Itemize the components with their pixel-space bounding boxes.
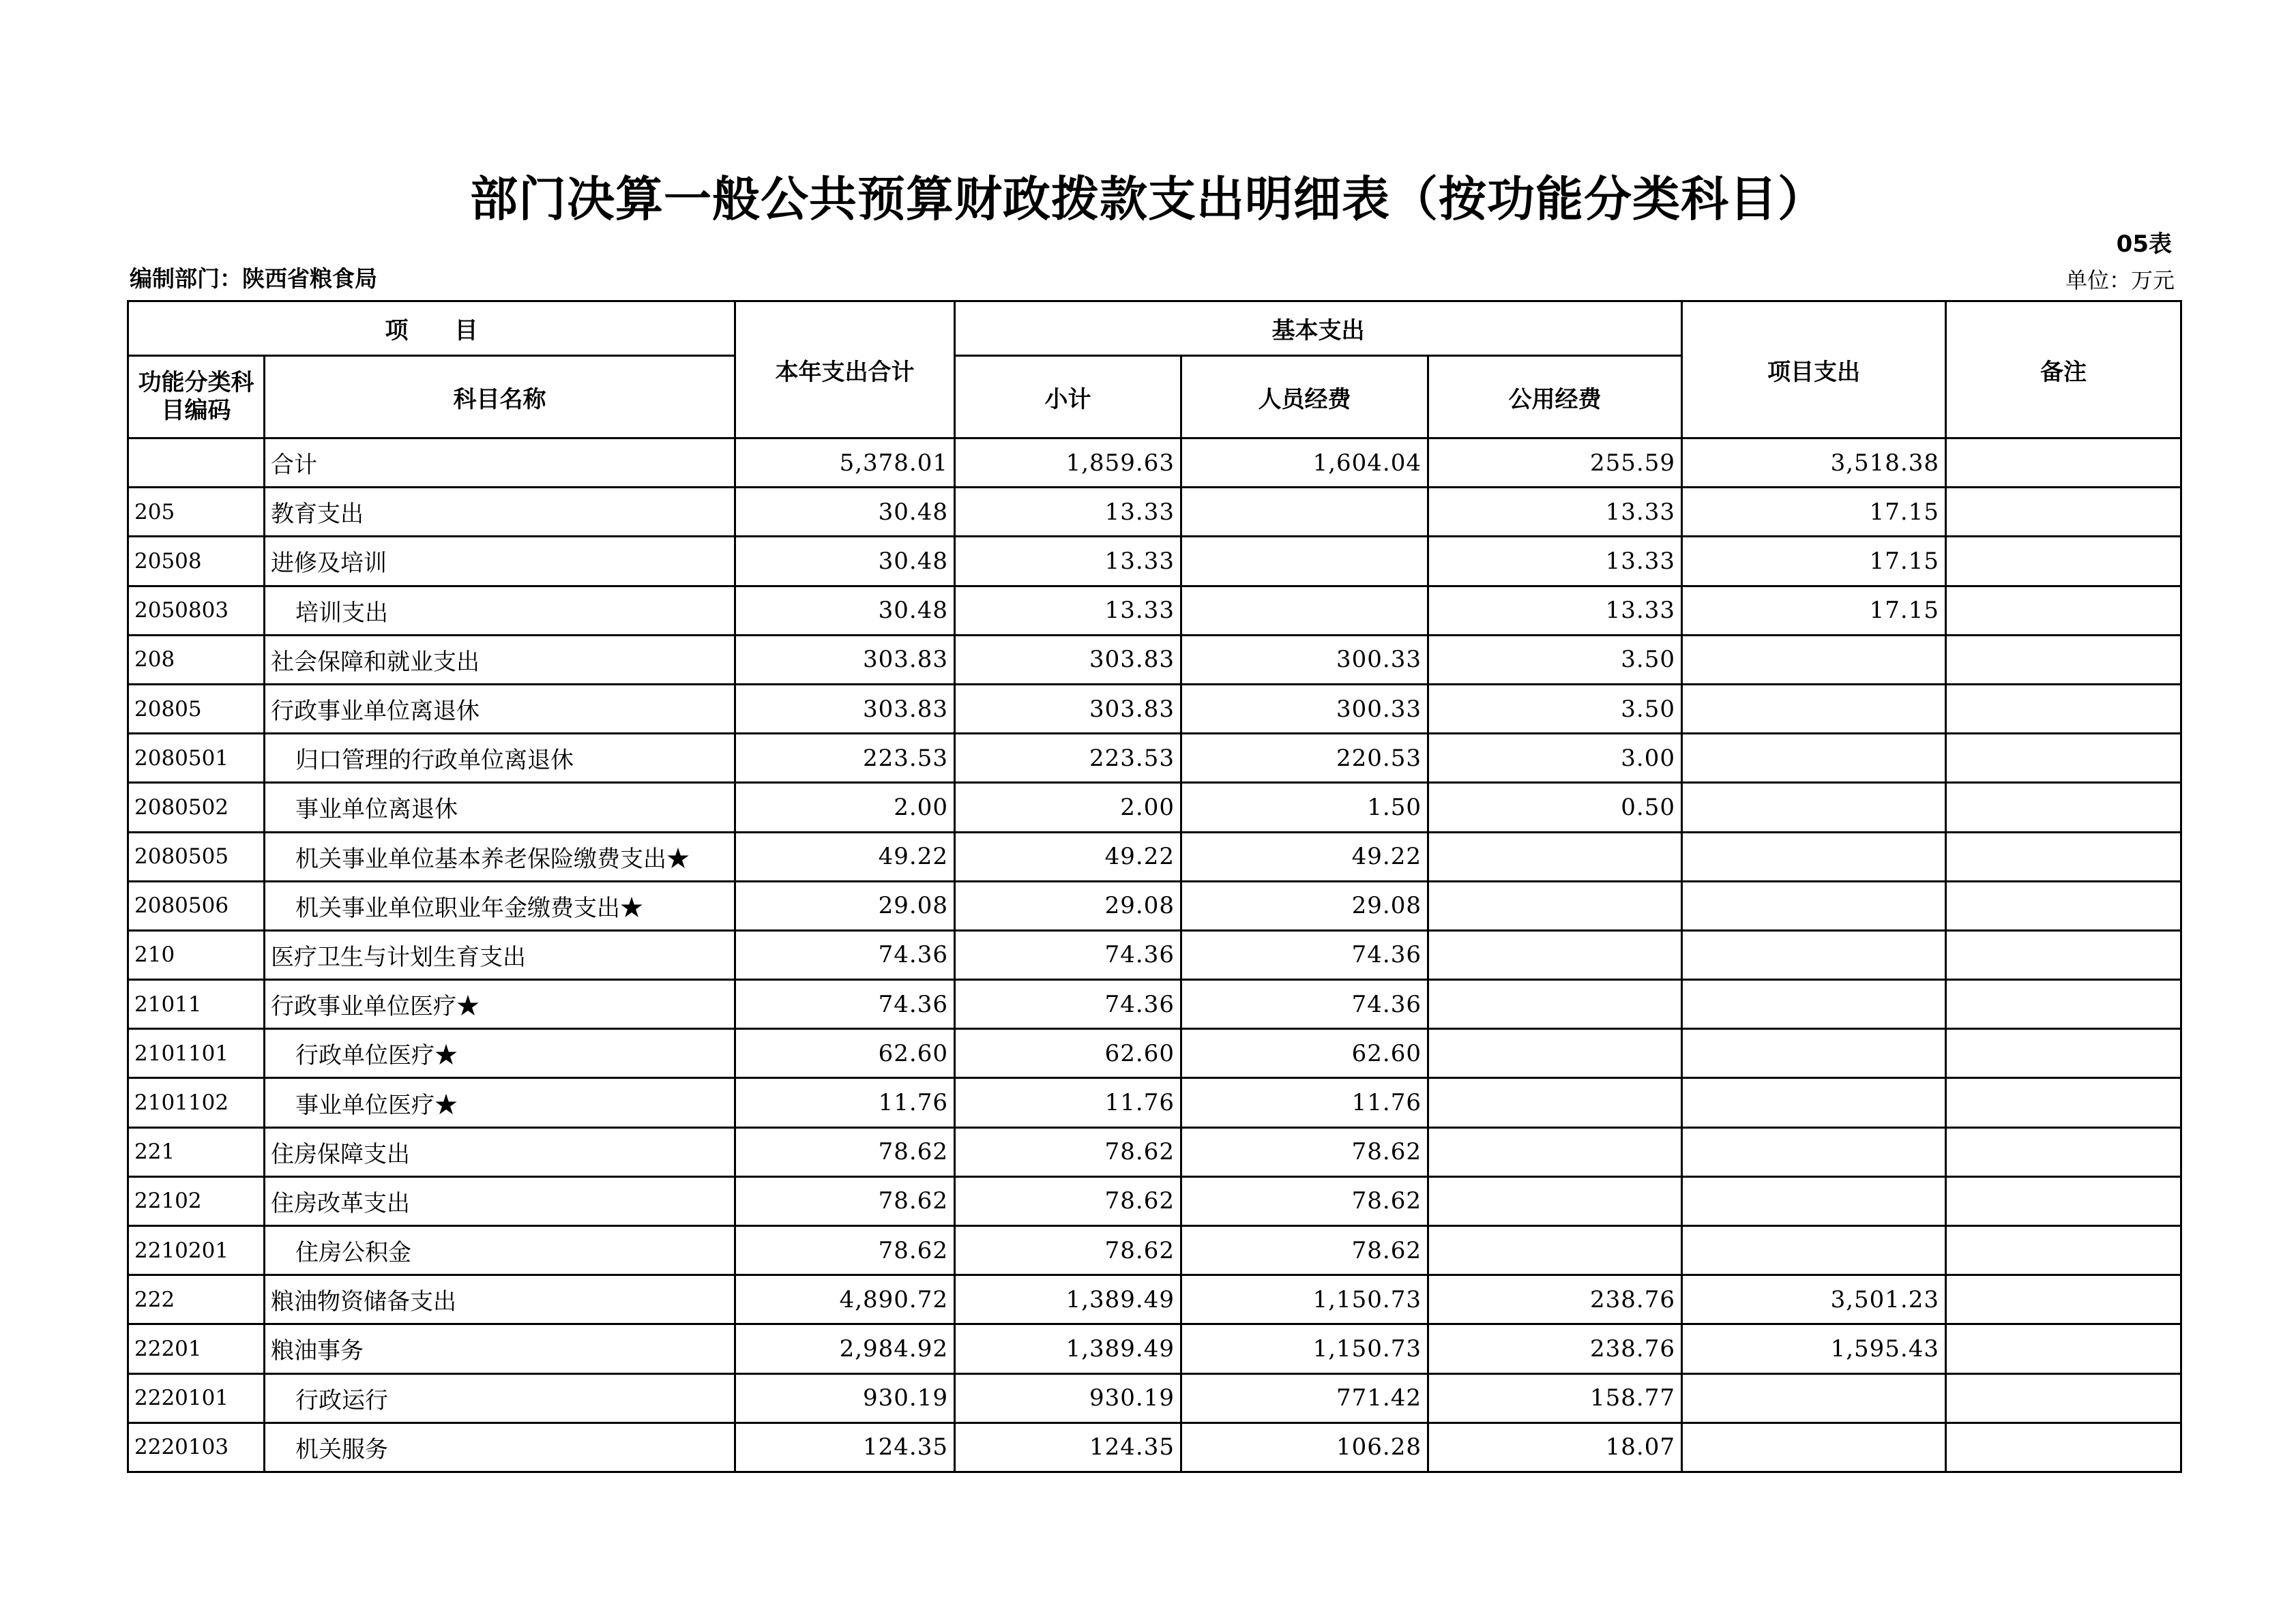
cell-name: 进修及培训	[265, 537, 735, 586]
cell-subtotal: 78.62	[955, 1226, 1181, 1275]
cell-name: 行政事业单位离退休	[265, 684, 735, 733]
cell-total: 303.83	[735, 635, 955, 684]
header-subtotal: 小计	[955, 356, 1181, 438]
cell-public: 13.33	[1428, 586, 1682, 635]
page-title: 部门决算一般公共预算财政拨款支出明细表（按功能分类科目）	[470, 171, 1826, 227]
table-row	[128, 488, 2181, 537]
cell-project: 1,595.43	[1682, 1324, 1946, 1373]
cell-public: 3.50	[1428, 635, 1682, 684]
cell-code: 20508	[128, 537, 265, 586]
cell-name: 培训支出	[265, 586, 735, 635]
cell-total: 30.48	[735, 537, 955, 586]
cell-code: 22102	[128, 1176, 265, 1225]
table-row	[128, 684, 2181, 733]
cell-public	[1428, 980, 1682, 1029]
cell-public	[1428, 1127, 1682, 1176]
cell-remark	[1946, 1176, 2181, 1225]
cell-project	[1682, 783, 1946, 832]
header-personnel: 人员经费	[1181, 356, 1428, 438]
cell-personnel: 1,150.73	[1181, 1275, 1428, 1324]
cell-total: 11.76	[735, 1078, 955, 1127]
cell-remark	[1946, 684, 2181, 733]
cell-public	[1428, 832, 1682, 881]
cell-name: 行政事业单位医疗★	[265, 980, 735, 1029]
cell-name: 机关事业单位基本养老保险缴费支出★	[265, 832, 735, 881]
cell-total: 30.48	[735, 586, 955, 635]
table-row	[128, 635, 2181, 684]
cell-public	[1428, 1078, 1682, 1127]
cell-total: 5,378.01	[735, 438, 955, 488]
cell-subtotal: 2.00	[955, 783, 1181, 832]
cell-remark	[1946, 783, 2181, 832]
cell-subtotal: 29.08	[955, 881, 1181, 930]
cell-code: 20805	[128, 684, 265, 733]
cell-remark	[1946, 881, 2181, 930]
cell-total: 78.62	[735, 1226, 955, 1275]
cell-name: 粮油事务	[265, 1324, 735, 1373]
cell-total: 78.62	[735, 1127, 955, 1176]
cell-public: 238.76	[1428, 1275, 1682, 1324]
header-remark: 备注	[1946, 301, 2181, 438]
cell-code: 2220101	[128, 1373, 265, 1423]
cell-remark	[1946, 586, 2181, 635]
cell-personnel	[1181, 488, 1428, 537]
cell-public: 3.00	[1428, 734, 1682, 783]
cell-code: 2220103	[128, 1423, 265, 1472]
cell-remark	[1946, 1324, 2181, 1373]
cell-code: 210	[128, 930, 265, 979]
table-row	[128, 1373, 2181, 1423]
table-row	[128, 1423, 2181, 1472]
cell-total: 29.08	[735, 881, 955, 930]
cell-subtotal: 78.62	[955, 1127, 1181, 1176]
cell-public: 3.50	[1428, 684, 1682, 733]
cell-code: 2080506	[128, 881, 265, 930]
cell-public: 255.59	[1428, 438, 1682, 488]
cell-public: 13.33	[1428, 488, 1682, 537]
cell-project: 3,501.23	[1682, 1275, 1946, 1324]
table-number: 05表	[2116, 230, 2172, 258]
cell-code: 2101101	[128, 1029, 265, 1078]
cell-remark	[1946, 734, 2181, 783]
cell-project	[1682, 1176, 1946, 1225]
cell-personnel: 1,150.73	[1181, 1324, 1428, 1373]
cell-code: 2080502	[128, 783, 265, 832]
cell-personnel: 220.53	[1181, 734, 1428, 783]
cell-project: 3,518.38	[1682, 438, 1946, 488]
cell-total: 4,890.72	[735, 1275, 955, 1324]
cell-code: 222	[128, 1275, 265, 1324]
cell-subtotal: 1,389.49	[955, 1324, 1181, 1373]
cell-project	[1682, 832, 1946, 881]
cell-project	[1682, 1127, 1946, 1176]
cell-total: 74.36	[735, 980, 955, 1029]
header-public: 公用经费	[1428, 356, 1682, 438]
header-total: 本年支出合计	[735, 301, 955, 438]
cell-remark	[1946, 1423, 2181, 1472]
cell-total: 124.35	[735, 1423, 955, 1472]
cell-personnel: 49.22	[1181, 832, 1428, 881]
cell-personnel: 1.50	[1181, 783, 1428, 832]
cell-personnel: 106.28	[1181, 1423, 1428, 1472]
cell-remark	[1946, 832, 2181, 881]
cell-code: 2101102	[128, 1078, 265, 1127]
cell-code: 205	[128, 488, 265, 537]
cell-name: 事业单位离退休	[265, 783, 735, 832]
cell-total: 78.62	[735, 1176, 955, 1225]
cell-total: 2,984.92	[735, 1324, 955, 1373]
cell-subtotal: 13.33	[955, 537, 1181, 586]
cell-remark	[1946, 1078, 2181, 1127]
cell-total: 49.22	[735, 832, 955, 881]
cell-name: 社会保障和就业支出	[265, 635, 735, 684]
cell-name: 归口管理的行政单位离退休	[265, 734, 735, 783]
cell-project	[1682, 1423, 1946, 1472]
cell-remark	[1946, 537, 2181, 586]
cell-code: 2080505	[128, 832, 265, 881]
cell-subtotal: 303.83	[955, 635, 1181, 684]
cell-subtotal: 49.22	[955, 832, 1181, 881]
cell-personnel: 74.36	[1181, 930, 1428, 979]
cell-project: 17.15	[1682, 586, 1946, 635]
cell-remark	[1946, 1275, 2181, 1324]
cell-public: 13.33	[1428, 537, 1682, 586]
cell-project: 17.15	[1682, 488, 1946, 537]
header-code: 功能分类科目编码	[128, 356, 265, 438]
cell-subtotal: 62.60	[955, 1029, 1181, 1078]
cell-subtotal: 74.36	[955, 980, 1181, 1029]
cell-project	[1682, 1078, 1946, 1127]
cell-personnel: 78.62	[1181, 1127, 1428, 1176]
cell-remark	[1946, 438, 2181, 488]
header-project: 项目支出	[1682, 301, 1946, 438]
cell-project	[1682, 635, 1946, 684]
cell-subtotal: 74.36	[955, 930, 1181, 979]
cell-personnel: 74.36	[1181, 980, 1428, 1029]
cell-project	[1682, 1226, 1946, 1275]
cell-code: 21011	[128, 980, 265, 1029]
cell-total: 303.83	[735, 684, 955, 733]
header-basic: 基本支出	[955, 301, 1682, 356]
table-row	[128, 438, 2181, 488]
table-row	[128, 832, 2181, 881]
cell-project	[1682, 734, 1946, 783]
cell-personnel: 1,604.04	[1181, 438, 1428, 488]
cell-public	[1428, 1226, 1682, 1275]
cell-personnel: 771.42	[1181, 1373, 1428, 1423]
cell-remark	[1946, 1373, 2181, 1423]
table-row	[128, 783, 2181, 832]
cell-name: 机关事业单位职业年金缴费支出★	[265, 881, 735, 930]
cell-name: 粮油物资储备支出	[265, 1275, 735, 1324]
cell-public	[1428, 930, 1682, 979]
cell-personnel	[1181, 586, 1428, 635]
cell-public: 18.07	[1428, 1423, 1682, 1472]
cell-personnel: 78.62	[1181, 1176, 1428, 1225]
cell-remark	[1946, 635, 2181, 684]
cell-remark	[1946, 1029, 2181, 1078]
cell-code: 2050803	[128, 586, 265, 635]
cell-code: 2080501	[128, 734, 265, 783]
table-row	[128, 1029, 2181, 1078]
cell-personnel: 78.62	[1181, 1226, 1428, 1275]
cell-remark	[1946, 488, 2181, 537]
cell-personnel: 300.33	[1181, 684, 1428, 733]
table-row	[128, 537, 2181, 586]
cell-project	[1682, 1029, 1946, 1078]
cell-name: 合计	[265, 438, 735, 488]
cell-project	[1682, 881, 1946, 930]
cell-public	[1428, 881, 1682, 930]
cell-remark	[1946, 1127, 2181, 1176]
cell-code	[128, 438, 265, 488]
department-label: 编制部门：陕西省粮食局	[130, 265, 377, 292]
table-row	[128, 734, 2181, 783]
cell-name: 机关服务	[265, 1423, 735, 1472]
cell-total: 74.36	[735, 930, 955, 979]
cell-code: 221	[128, 1127, 265, 1176]
cell-personnel	[1181, 537, 1428, 586]
cell-code: 22201	[128, 1324, 265, 1373]
cell-public: 0.50	[1428, 783, 1682, 832]
table-row	[128, 1324, 2181, 1373]
cell-total: 930.19	[735, 1373, 955, 1423]
cell-subtotal: 13.33	[955, 488, 1181, 537]
cell-subtotal: 11.76	[955, 1078, 1181, 1127]
cell-total: 2.00	[735, 783, 955, 832]
cell-code: 2210201	[128, 1226, 265, 1275]
cell-subtotal: 124.35	[955, 1423, 1181, 1472]
table-row	[128, 930, 2181, 979]
table-row	[128, 1127, 2181, 1176]
table-row	[128, 586, 2181, 635]
cell-personnel: 300.33	[1181, 635, 1428, 684]
cell-public: 238.76	[1428, 1324, 1682, 1373]
cell-name: 事业单位医疗★	[265, 1078, 735, 1127]
cell-total: 30.48	[735, 488, 955, 537]
cell-public	[1428, 1029, 1682, 1078]
cell-subtotal: 13.33	[955, 586, 1181, 635]
cell-subtotal: 303.83	[955, 684, 1181, 733]
cell-name: 住房保障支出	[265, 1127, 735, 1176]
unit-label: 单位：万元	[2065, 267, 2175, 293]
table-row	[128, 881, 2181, 930]
cell-project: 17.15	[1682, 537, 1946, 586]
cell-personnel: 29.08	[1181, 881, 1428, 930]
cell-project	[1682, 930, 1946, 979]
cell-public	[1428, 1176, 1682, 1225]
table-row	[128, 1275, 2181, 1324]
table-row	[128, 1176, 2181, 1225]
cell-project	[1682, 1373, 1946, 1423]
cell-subtotal: 1,859.63	[955, 438, 1181, 488]
table-row	[128, 1078, 2181, 1127]
cell-name: 行政运行	[265, 1373, 735, 1423]
cell-name: 医疗卫生与计划生育支出	[265, 930, 735, 979]
cell-project	[1682, 684, 1946, 733]
cell-total: 223.53	[735, 734, 955, 783]
expenditure-table	[127, 300, 2182, 1473]
cell-remark	[1946, 930, 2181, 979]
table-row	[128, 1226, 2181, 1275]
cell-code: 208	[128, 635, 265, 684]
cell-subtotal: 78.62	[955, 1176, 1181, 1225]
cell-public: 158.77	[1428, 1373, 1682, 1423]
cell-name: 住房公积金	[265, 1226, 735, 1275]
cell-name: 行政单位医疗★	[265, 1029, 735, 1078]
cell-project	[1682, 980, 1946, 1029]
cell-subtotal: 1,389.49	[955, 1275, 1181, 1324]
cell-remark	[1946, 1226, 2181, 1275]
cell-personnel: 62.60	[1181, 1029, 1428, 1078]
cell-name: 住房改革支出	[265, 1176, 735, 1225]
table-body	[128, 438, 2181, 1472]
header-item: 项 目	[128, 301, 735, 356]
table-row	[128, 980, 2181, 1029]
cell-personnel: 11.76	[1181, 1078, 1428, 1127]
cell-subtotal: 930.19	[955, 1373, 1181, 1423]
cell-name: 教育支出	[265, 488, 735, 537]
cell-remark	[1946, 980, 2181, 1029]
cell-subtotal: 223.53	[955, 734, 1181, 783]
cell-total: 62.60	[735, 1029, 955, 1078]
header-name: 科目名称	[265, 356, 735, 438]
